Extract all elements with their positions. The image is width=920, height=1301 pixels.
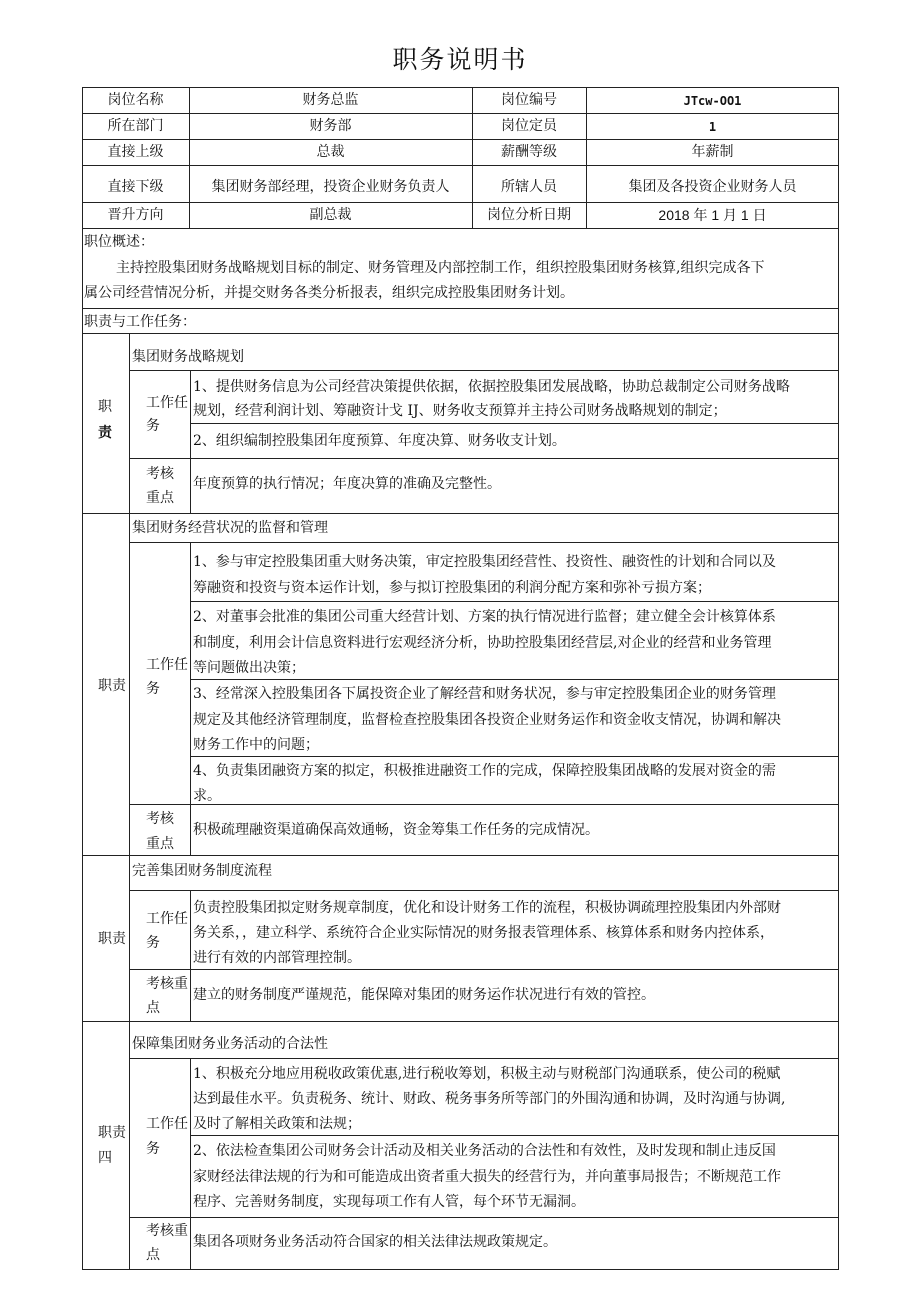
overview-line-2: 属公司经营情况分析，并提交财务各类分析报表，组织完成控股集团财务计划。	[84, 285, 574, 301]
section-4-assess-label-b: 点	[146, 1247, 160, 1263]
section-3-assess: 建立的财务制度严谨规范，能保障对集团的财务运作状况进行有效的管控。	[193, 987, 655, 1003]
section-4-label-b: 四	[98, 1150, 112, 1166]
section-1-task-1-line-1: 1、提供财务信息为公司经营决策提供依据，依据控股集团发展战略，协助总裁制定公司财务战略	[193, 379, 790, 395]
section-3-assess-label-b: 点	[146, 1000, 160, 1016]
section-2-task-label-a: 工作任	[146, 657, 188, 673]
position-code-value: JTcw-OO1	[683, 94, 742, 108]
section-3-task-label-a: 工作任	[146, 911, 188, 927]
section-2-task-2-line-3: 等问题做出决策；	[193, 660, 305, 676]
superior-label: 直接上级	[107, 144, 164, 160]
analysis-date-value: 2018 年 1 月 1 日	[658, 207, 767, 223]
overview-line-1: 主持控股集团财务战略规划目标的制定、财务管理及内部控制工作，组织控股集团财务核算,组织完成各下	[116, 260, 765, 276]
section-4-assess: 集团各项财务业务活动符合国家的相关法律法规政策规定。	[193, 1234, 557, 1250]
section-1-task-label-a: 工作任	[146, 395, 188, 411]
section-2-task-4-line-2: 求。	[193, 788, 221, 804]
section-4-task-1-line-2: 达到最佳水平。负责税务、统计、财政、税务事务所等部门的外围沟通和协调，及时沟通与协调,	[193, 1091, 786, 1107]
department-value: 财务部	[309, 118, 352, 134]
section-2-assess-label-a: 考核	[146, 811, 174, 827]
position-name-value: 财务总监	[302, 92, 359, 108]
section-4-task-2-line-3: 程序、完善财务制度，实现每项工作有人管，每个环节无漏洞。	[193, 1194, 585, 1210]
section-1-label-b: 责	[98, 425, 112, 441]
overview-label: 职位概述：	[84, 234, 154, 250]
section-3-assess-label-a: 考核重	[146, 976, 188, 992]
section-1-task-2: 2、组织编制控股集团年度预算、年度决算、财务收支计划。	[193, 433, 566, 449]
section-1-task-label-b: 务	[146, 418, 160, 434]
section-1-assess-label-a: 考核	[146, 466, 174, 482]
section-2-task-1-line-1: 1、参与审定控股集团重大财务决策，审定控股集团经营性、投资性、融资性的计划和合同以及	[193, 554, 776, 570]
section-2-task-3-line-3: 财务工作中的问题；	[193, 737, 319, 753]
position-code-label: 岗位编号	[501, 92, 557, 108]
section-2-assess: 积极疏理融资渠道确保高效通畅，资金筹集工作任务的完成情况。	[193, 822, 599, 838]
staff-label: 所辖人员	[501, 179, 557, 195]
section-4-heading: 保障集团财务业务活动的合法性	[132, 1036, 328, 1052]
staff-value: 集团及各投资企业财务人员	[628, 179, 797, 195]
department-label: 所在部门	[107, 118, 164, 134]
section-4-task-2-line-2: 家财经法律法规的行为和可能造成出资者重大损失的经营行为，并向董事局报告；不断规范工作	[193, 1169, 781, 1185]
headcount-value: 1	[708, 120, 717, 134]
subordinates-label: 直接下级	[107, 179, 164, 195]
position-name-label: 岗位名称	[107, 92, 164, 108]
section-4-task-1-line-1: 1、积极充分地应用税收政策优惠,进行税收筹划，积极主动与财税部门沟通联系，使公司的税赋	[193, 1066, 781, 1082]
section-3-task-line-3: 进行有效的内部管理控制。	[193, 950, 361, 966]
tasks-label: 职责与工作任务：	[84, 314, 196, 330]
section-1-label-a: 职	[98, 399, 112, 415]
subordinates-value: 集团财务部经理，投资企业财务负责人	[211, 179, 450, 195]
section-2-task-2-line-1: 2、对董事会批准的集团公司重大经营计划、方案的执行情况进行监督；建立健全会计核算体系	[193, 609, 776, 625]
section-2-label: 职责	[98, 678, 126, 694]
analysis-date-label: 岗位分析日期	[487, 207, 571, 223]
section-2-task-3-line-1: 3、经常深入控股集团各下属投资企业了解经营和财务状况，参与审定控股集团企业的财务管理	[193, 686, 776, 702]
section-1-assess-label-b: 重点	[146, 490, 174, 506]
section-4-task-1-line-3: 及时了解相关政策和法规；	[193, 1116, 361, 1132]
section-3-heading: 完善集团财务制度流程	[132, 863, 272, 879]
section-4-task-label-a: 工作任	[146, 1116, 188, 1132]
section-3-task-line-1: 负责控股集团拟定财务规章制度，优化和设计财务工作的流程，积极协调疏理控股集团内外部财	[193, 900, 781, 916]
salary-grade-value: 年薪制	[691, 144, 734, 160]
promotion-value: 副总裁	[309, 207, 352, 223]
section-1-task-1-line-2: 规划，经营利润计划、筹融资计戈 IJ、财务收支预算并主持公司财务战略规划的制定；	[193, 403, 727, 419]
section-1-assess: 年度预算的执行情况；年度决算的准确及完整性。	[193, 476, 501, 492]
section-4-task-2-line-1: 2、依法检查集团公司财务会计活动及相关业务活动的合法性和有效性，及时发现和制止违反国	[193, 1143, 776, 1159]
section-4-task-label-b: 务	[146, 1141, 160, 1157]
section-2-task-4-line-1: 4、负责集团融资方案的拟定，积极推进融资工作的完成，保障控股集团战略的发展对资金的需	[193, 763, 776, 779]
salary-grade-label: 薪酬等级	[501, 144, 557, 160]
section-3-task-label-b: 务	[146, 935, 160, 951]
section-2-task-label-b: 务	[146, 681, 160, 697]
section-2-heading: 集团财务经营状况的监督和管理	[132, 520, 328, 536]
page-title: 职务说明书	[392, 45, 528, 74]
section-2-assess-label-b: 重点	[146, 836, 174, 852]
section-4-assess-label-a: 考核重	[146, 1223, 188, 1239]
section-3-label: 职责	[98, 931, 126, 947]
section-2-task-1-line-2: 筹融资和投资与资本运作计划，参与拟订控股集团的利润分配方案和弥补亏损方案；	[193, 580, 711, 596]
superior-value: 总裁	[316, 144, 345, 160]
section-3-task-line-2: 务关系，，建立科学、系统符合企业实际情况的财务报表管理体系、核算体系和财务内控体系，	[193, 925, 774, 941]
section-1-heading: 集团财务战略规划	[132, 349, 244, 365]
section-4-label-a: 职责	[98, 1125, 126, 1141]
promotion-label: 晋升方向	[107, 207, 164, 223]
headcount-label: 岗位定员	[501, 118, 557, 134]
section-2-task-3-line-2: 规定及其他经济管理制度，监督检查控股集团各投资企业财务运作和资金收支情况，协调和解决	[193, 712, 781, 728]
section-2-task-2-line-2: 和制度，利用会计信息资料进行宏观经济分析，协助控股集团经营层,对企业的经营和业务管理	[193, 635, 772, 651]
